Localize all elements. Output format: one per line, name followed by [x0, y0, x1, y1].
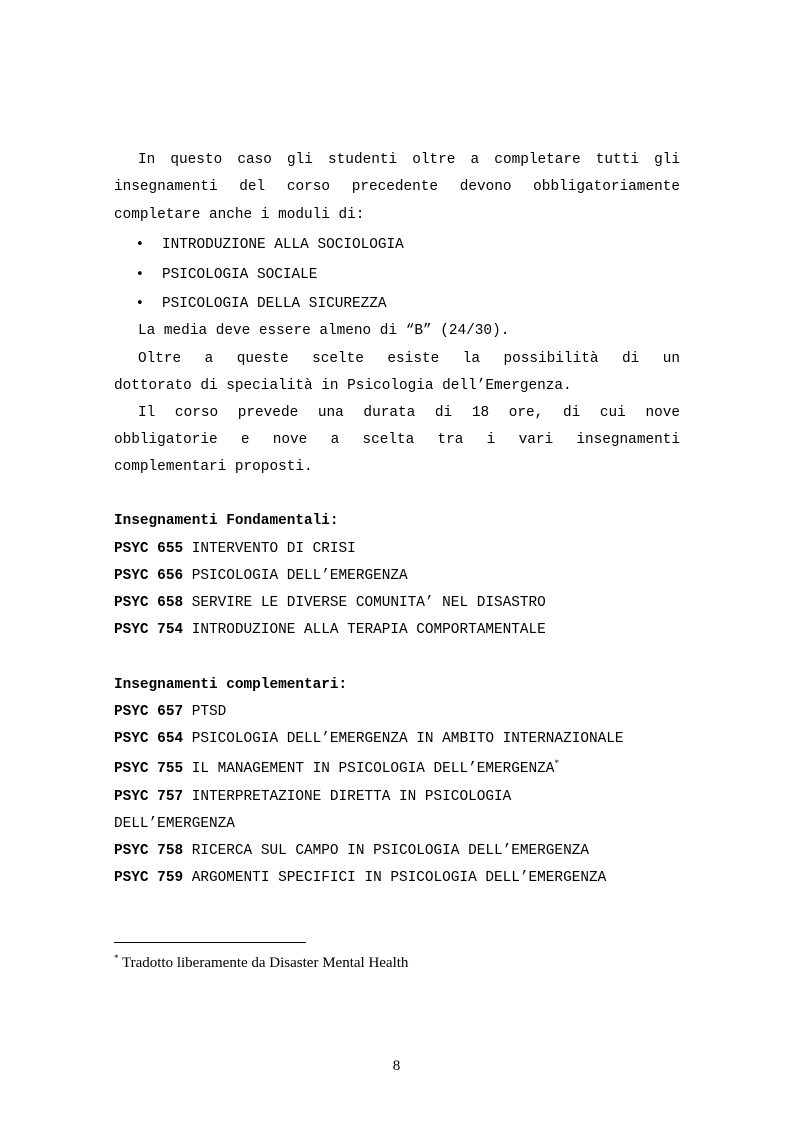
- footnote-text: Tradotto liberamente da Disaster Mental Health: [118, 955, 409, 971]
- page-number: 8: [392, 1058, 401, 1074]
- course-row: [114, 703, 226, 721]
- bullet-dot: •: [136, 267, 144, 282]
- paragraph-3-line-2: obbligatorie e nove a scelta tra i vari insegnamenti: [114, 432, 680, 448]
- course-code: PSYC 655: [114, 541, 184, 557]
- course-title: INTERVENTO DI CRISI: [191, 541, 356, 557]
- course-title-continuation: DELL’EMERGENZA: [114, 816, 235, 832]
- bullet-item: PSICOLOGIA SOCIALE: [162, 267, 318, 283]
- course-code: PSYC 654: [114, 731, 184, 747]
- course-code: PSYC 656: [114, 568, 184, 584]
- bullet-dot: •: [136, 296, 144, 311]
- course-code: PSYC 658: [114, 595, 184, 611]
- paragraph-2-line-1: Oltre a queste scelte esiste la possibilità di un: [138, 351, 680, 367]
- course-title: IL MANAGEMENT IN PSICOLOGIA DELL’EMERGENZA: [191, 761, 555, 777]
- course-title: PTSD: [191, 704, 227, 720]
- course-row: [114, 730, 624, 748]
- course-code: PSYC 754: [114, 622, 184, 638]
- course-title: PSICOLOGIA DELL’EMERGENZA: [191, 568, 408, 584]
- course-row: [114, 594, 546, 612]
- course-code: PSYC 757: [114, 789, 184, 805]
- course-title: ARGOMENTI SPECIFICI IN PSICOLOGIA DELL’EMERGENZA: [191, 870, 607, 886]
- paragraph-1-line-1: In questo caso gli studenti oltre a completare tutti gli: [138, 152, 680, 168]
- course-row: [114, 621, 546, 639]
- bullet-item: PSICOLOGIA DELLA SICUREZZA: [162, 296, 387, 312]
- bullet-item: INTRODUZIONE ALLA SOCIOLOGIA: [162, 237, 404, 253]
- course-title: INTERPRETAZIONE DIRETTA IN PSICOLOGIA: [191, 789, 512, 805]
- fundamentals-heading: Insegnamenti Fondamentali:: [114, 513, 339, 529]
- course-row: [114, 842, 589, 860]
- complementary-heading: Insegnamenti complementari:: [114, 677, 348, 693]
- course-code: PSYC 755: [114, 761, 184, 777]
- course-title: SERVIRE LE DIVERSE COMUNITA’ NEL DISASTRO: [191, 595, 546, 611]
- bullet-dot: •: [136, 237, 144, 252]
- footnote: [114, 954, 408, 972]
- course-title: RICERCA SUL CAMPO IN PSICOLOGIA DELL’EMERGENZA: [191, 843, 589, 859]
- paragraph-1-line-2: insegnamenti del corso precedente devono obbligatoriamente: [114, 179, 680, 195]
- course-row: [114, 540, 356, 558]
- paragraph-3-line-1: Il corso prevede una durata di 18 ore, di cui nove: [138, 405, 680, 421]
- course-row: [114, 760, 559, 778]
- footnote-marker: *: [554, 758, 559, 769]
- footnote-mark: *: [114, 953, 119, 963]
- footnote-rule: [114, 942, 306, 943]
- course-code: PSYC 759: [114, 870, 184, 886]
- course-title: PSICOLOGIA DELL’EMERGENZA IN AMBITO INTERNAZIONALE: [191, 731, 624, 747]
- course-row: [114, 788, 511, 806]
- course-code: PSYC 758: [114, 843, 184, 859]
- course-row: [114, 567, 408, 585]
- media-line: La media deve essere almeno di “B” (24/30).: [138, 323, 510, 339]
- course-row: [114, 869, 606, 887]
- paragraph-2-line-2: dottorato di specialità in Psicologia dell’Emergenza.: [114, 378, 572, 394]
- paragraph-3-line-3: complementari proposti.: [114, 459, 313, 475]
- course-code: PSYC 657: [114, 704, 184, 720]
- paragraph-1-line-3: completare anche i moduli di:: [114, 207, 365, 223]
- course-title: INTRODUZIONE ALLA TERAPIA COMPORTAMENTALE: [191, 622, 546, 638]
